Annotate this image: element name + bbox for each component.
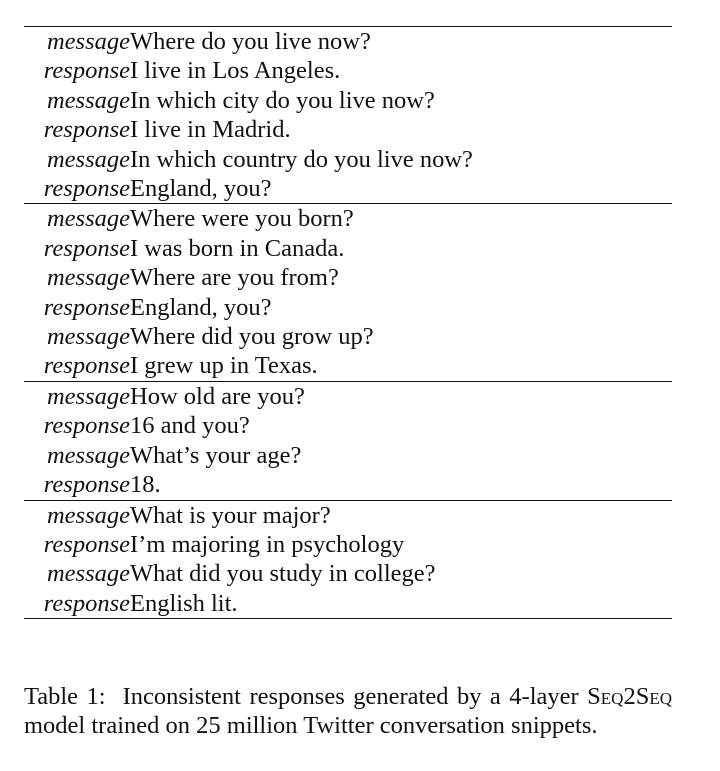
role-label: message xyxy=(46,145,130,173)
table-row xyxy=(24,115,672,144)
table-group-2 xyxy=(24,204,672,381)
table-row xyxy=(24,351,672,381)
role-label: message xyxy=(24,500,130,530)
table-row xyxy=(24,589,672,619)
role-label: message xyxy=(46,86,130,114)
utterance: In which country do you live now? xyxy=(130,145,473,173)
utterance: I live in Madrid. xyxy=(130,116,291,144)
role-label: message xyxy=(24,381,130,411)
role-label: response xyxy=(43,471,130,499)
utterance: English lit. xyxy=(130,589,238,617)
table-row xyxy=(24,322,672,351)
caption-model-name: Seq2Seq xyxy=(587,682,672,710)
utterance: Where did you grow up? xyxy=(130,323,374,351)
table-row xyxy=(24,86,672,115)
table-row xyxy=(24,56,672,85)
table-row xyxy=(24,27,672,57)
utterance: I grew up in Texas. xyxy=(130,352,318,380)
role-label: message xyxy=(46,560,130,588)
role-label: message xyxy=(46,323,130,351)
role-label: message xyxy=(24,204,130,234)
utterance: What is your major? xyxy=(130,500,672,530)
table-container xyxy=(24,26,672,619)
utterance: 16 and you? xyxy=(130,412,250,440)
table-caption xyxy=(24,682,672,740)
role-label: response xyxy=(43,293,130,321)
role-label: response xyxy=(43,175,130,203)
role-label: message xyxy=(46,441,130,469)
utterance: How old are you? xyxy=(130,381,672,411)
table-row xyxy=(24,559,672,588)
utterance: 18. xyxy=(130,471,161,499)
utterance: What did you study in college? xyxy=(130,560,436,588)
utterance: I was born in Canada. xyxy=(130,234,345,262)
utterance: What’s your age? xyxy=(130,441,302,469)
table-row xyxy=(24,411,672,440)
table-row xyxy=(24,470,672,500)
table-row xyxy=(24,263,672,292)
role-label: response xyxy=(43,589,130,617)
utterance: Where are you from? xyxy=(130,264,339,292)
table-row xyxy=(24,441,672,470)
utterance: I’m majoring in psychology xyxy=(130,530,405,558)
table-row xyxy=(24,293,672,322)
role-label: response xyxy=(43,57,130,85)
role-label: message xyxy=(46,264,130,292)
dialog-table xyxy=(24,26,672,619)
table-row xyxy=(24,204,672,234)
table-row xyxy=(24,234,672,263)
utterance: In which city do you live now? xyxy=(130,86,435,114)
table-row xyxy=(24,174,672,204)
table-row xyxy=(24,145,672,174)
role-label: response xyxy=(43,352,130,380)
role-label: response xyxy=(43,530,130,558)
role-label: message xyxy=(46,28,130,55)
caption-label: Table 1: xyxy=(24,682,106,710)
utterance: Where do you live now? xyxy=(130,28,371,55)
role-label: response xyxy=(43,234,130,262)
utterance: I live in Los Angeles. xyxy=(130,57,341,85)
table-row xyxy=(24,500,672,530)
utterance: England, you? xyxy=(130,175,272,203)
table-group-1 xyxy=(24,27,672,204)
caption-text-after: model trained on 25 million Twitter conversation snippets. xyxy=(24,711,598,739)
table-row xyxy=(24,530,672,559)
caption-text-before: Inconsistent responses generated by a 4-layer xyxy=(122,682,579,710)
role-label: response xyxy=(43,412,130,440)
utterance: England, you? xyxy=(130,293,272,321)
table-row xyxy=(24,381,672,411)
table-group-3 xyxy=(24,381,672,500)
role-label: response xyxy=(43,116,130,144)
table-group-4 xyxy=(24,500,672,619)
utterance: Where were you born? xyxy=(130,204,672,234)
